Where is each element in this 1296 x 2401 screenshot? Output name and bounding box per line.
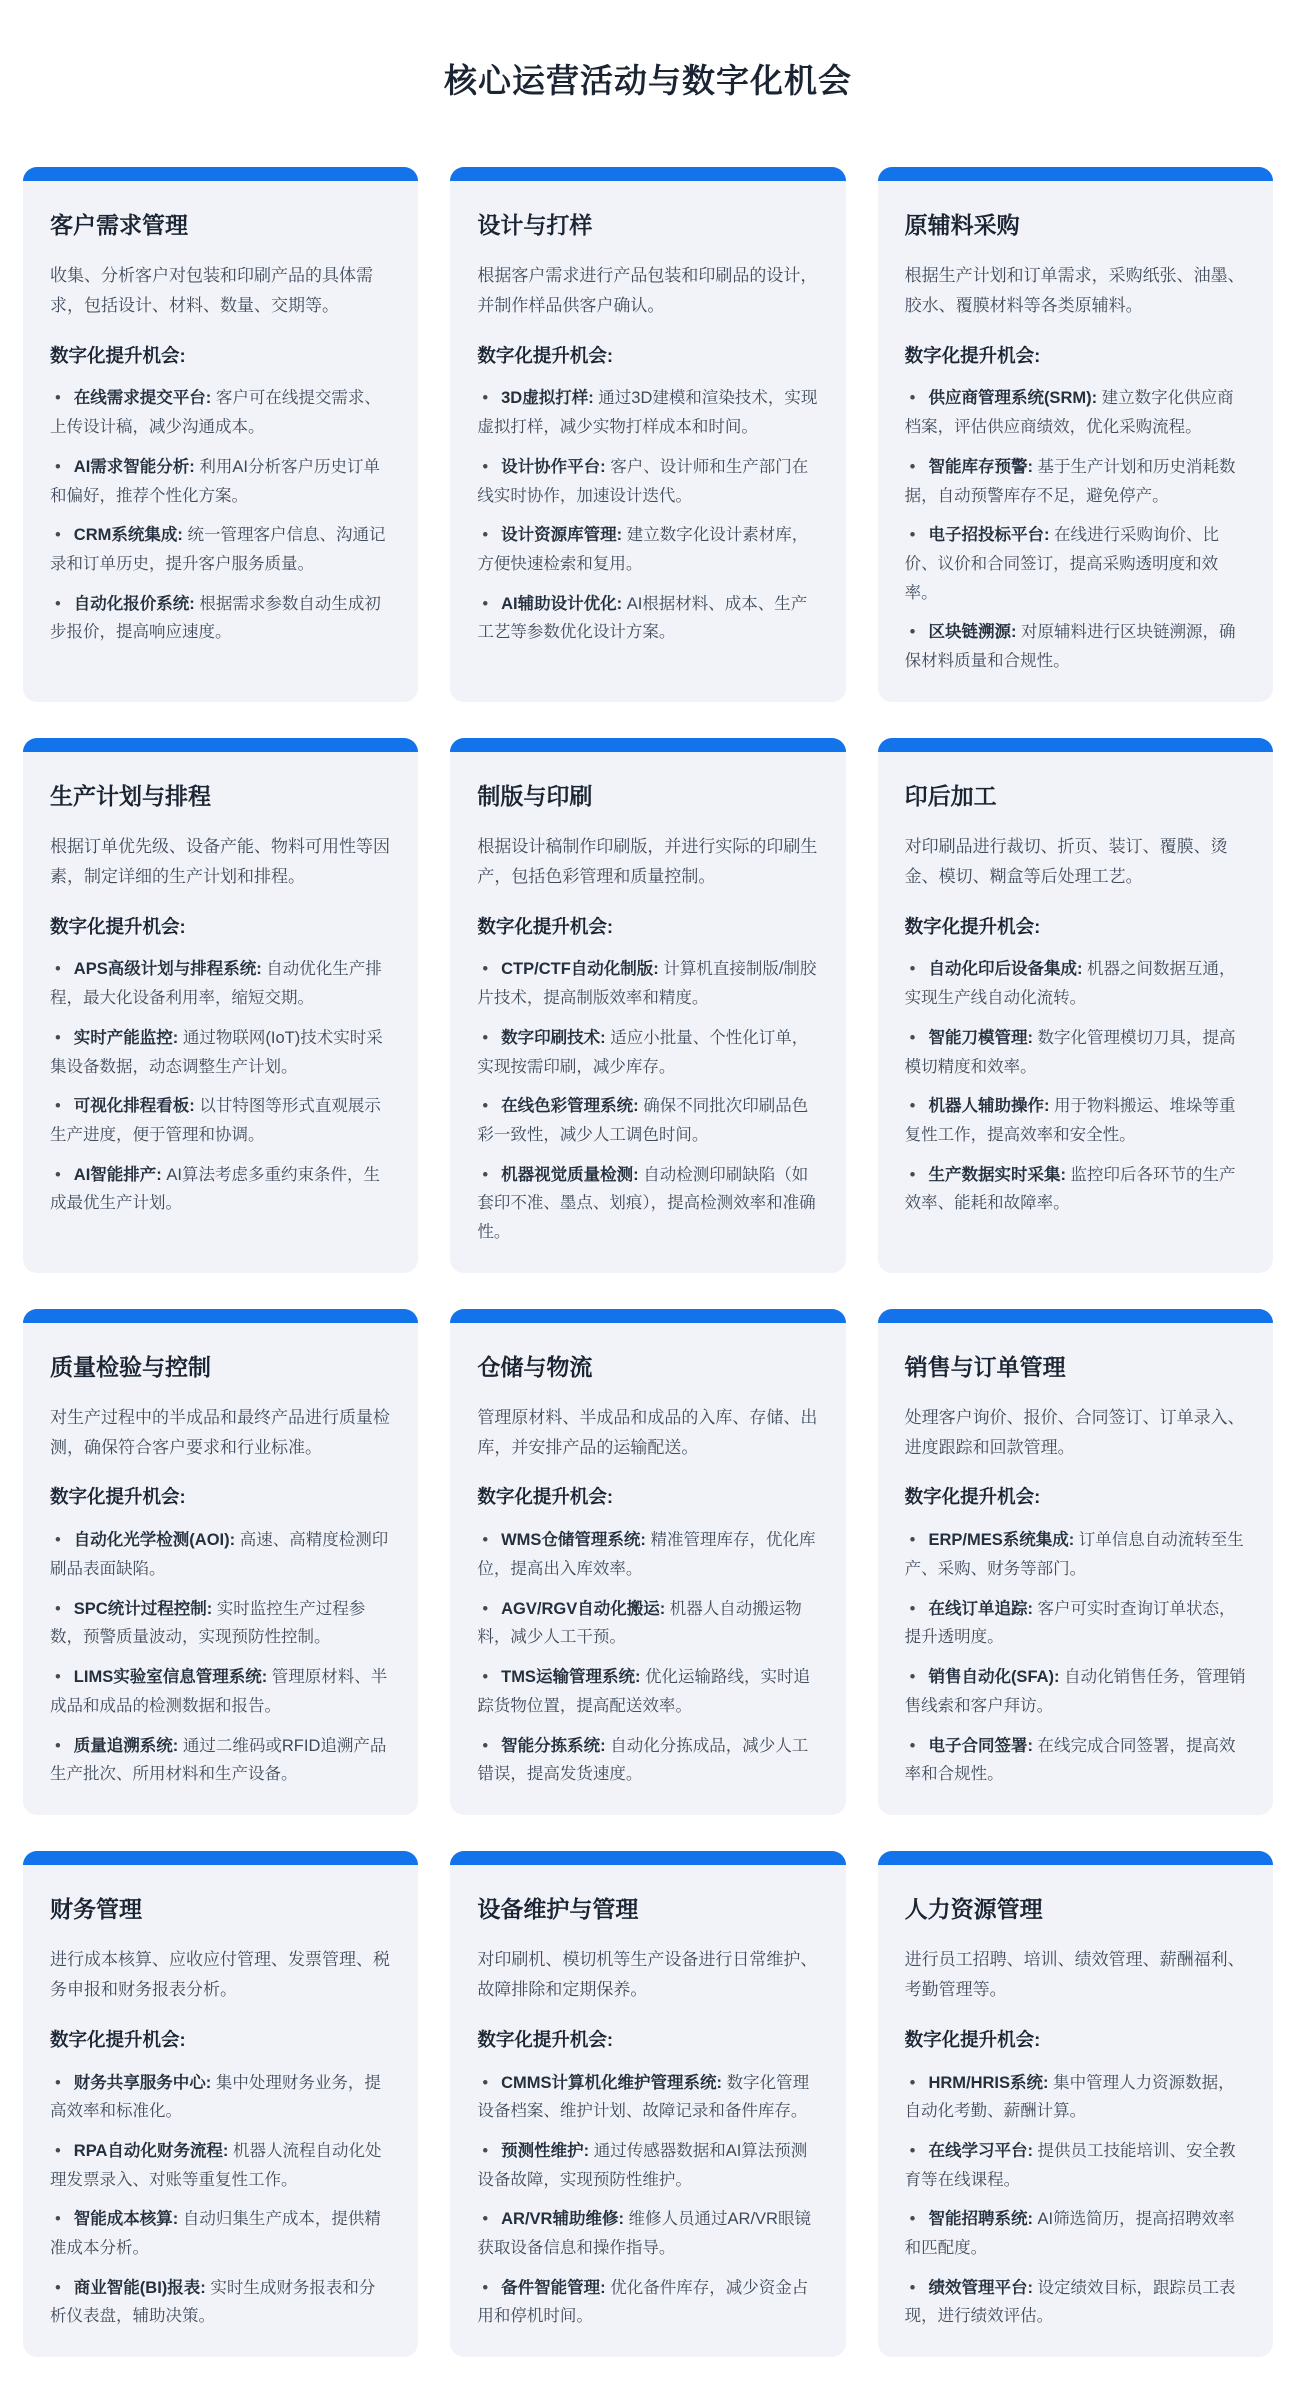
opportunity-item bbox=[50, 2205, 391, 2262]
opportunity-term: 智能分拣系统: bbox=[501, 1736, 606, 1755]
opportunity-item bbox=[905, 2274, 1246, 2331]
opportunity-item bbox=[905, 453, 1246, 510]
bullet-icon: • bbox=[909, 1165, 916, 1184]
opportunity-term: 3D虚拟打样: bbox=[501, 389, 594, 408]
opportunity-text: 机器之间数据互通，实现生产线自动化流转。 bbox=[904, 960, 1236, 1008]
bullet-icon: • bbox=[909, 457, 916, 476]
opportunity-term: 自动化印后设备集成: bbox=[928, 960, 1083, 979]
opportunity-text: 客户可实时查询订单状态，提升透明度。 bbox=[904, 1599, 1236, 1647]
card-accent-bar bbox=[878, 167, 1273, 181]
opportunities-heading: 数字化提升机会: bbox=[50, 915, 186, 937]
card-accent-bar bbox=[450, 738, 845, 752]
card-title: 印后加工 bbox=[904, 782, 997, 809]
opportunity-text: 通过传感器数据和AI算法预测设备故障，实现预防性维护。 bbox=[477, 2141, 808, 2189]
opportunities-heading: 数字化提升机会: bbox=[50, 2028, 186, 2050]
card-body bbox=[450, 1865, 845, 2357]
opportunities-heading: 数字化提升机会: bbox=[904, 1486, 1041, 1508]
opportunity-text: 自动化销售任务，管理销售线索和客户拜访。 bbox=[904, 1668, 1246, 1715]
card-body bbox=[878, 1865, 1273, 2357]
opportunities-heading: 数字化提升机会: bbox=[904, 2028, 1041, 2050]
opportunity-term: 电子招投标平台: bbox=[928, 526, 1050, 545]
bullet-icon: • bbox=[482, 1599, 489, 1618]
card-description: 根据设计稿制作印刷版，并进行实际的印刷生产，包括色彩管理和质量控制。 bbox=[477, 836, 818, 886]
card-description: 进行员工招聘、培训、绩效管理、薪酬福利、考勤管理等。 bbox=[904, 1949, 1245, 1999]
activity-card bbox=[878, 738, 1273, 1273]
bullet-icon: • bbox=[909, 2141, 916, 2160]
opportunity-list bbox=[905, 1526, 1246, 1789]
card-accent-bar bbox=[450, 1309, 845, 1323]
opportunity-list bbox=[477, 2069, 818, 2332]
opportunity-text: 提供员工技能培训、安全教育等在线课程。 bbox=[904, 2141, 1236, 2189]
opportunity-term: 智能成本核算: bbox=[73, 2210, 179, 2229]
activity-card bbox=[450, 1309, 845, 1815]
card-description: 根据客户需求进行产品包装和印刷品的设计，并制作样品供客户确认。 bbox=[477, 265, 818, 315]
opportunities-heading: 数字化提升机会: bbox=[477, 344, 613, 366]
bullet-icon: • bbox=[482, 389, 489, 408]
bullet-icon: • bbox=[909, 526, 916, 545]
opportunity-term: CRM系统集成: bbox=[73, 526, 183, 545]
activity-card bbox=[450, 167, 845, 702]
card-body bbox=[23, 1865, 418, 2357]
opportunity-item bbox=[905, 1526, 1246, 1583]
opportunity-item bbox=[50, 2274, 391, 2331]
opportunity-term: 财务共享服务中心: bbox=[73, 2073, 212, 2092]
opportunity-item bbox=[50, 1024, 391, 1081]
opportunity-item bbox=[477, 2274, 818, 2331]
opportunity-list bbox=[50, 384, 391, 647]
card-title: 人力资源管理 bbox=[904, 1895, 1043, 1922]
opportunity-term: 绩效管理平台: bbox=[928, 2278, 1033, 2297]
bullet-icon: • bbox=[482, 2278, 489, 2297]
opportunities-heading: 数字化提升机会: bbox=[477, 2028, 613, 2050]
opportunity-item bbox=[905, 384, 1246, 441]
opportunity-item bbox=[477, 1663, 818, 1720]
opportunity-text: 监控印后各环节的生产效率、能耗和故障率。 bbox=[904, 1165, 1236, 1213]
bullet-icon: • bbox=[482, 2210, 489, 2229]
opportunity-item bbox=[905, 1663, 1246, 1720]
card-title: 财务管理 bbox=[50, 1895, 142, 1922]
opportunity-item bbox=[50, 1526, 391, 1583]
opportunity-text: 在线完成合同签署，提高效率和合规性。 bbox=[904, 1736, 1236, 1784]
opportunity-list bbox=[905, 384, 1246, 675]
opportunity-text: 利用AI分析客户历史订单和偏好，推荐个性化方案。 bbox=[50, 457, 380, 505]
card-accent-bar bbox=[878, 1851, 1273, 1865]
opportunity-term: 智能招聘系统: bbox=[928, 2210, 1033, 2229]
opportunity-item bbox=[477, 1732, 818, 1789]
opportunity-list bbox=[50, 955, 391, 1218]
opportunity-text: 根据需求参数自动生成初步报价，提高响应速度。 bbox=[50, 594, 381, 642]
page-title: 核心运营活动与数字化机会 bbox=[444, 62, 852, 99]
bullet-icon: • bbox=[55, 1668, 61, 1687]
opportunity-term: RPA自动化财务流程: bbox=[73, 2141, 229, 2160]
opportunity-text: 实时生成财务报表和分析仪表盘，辅助决策。 bbox=[50, 2278, 376, 2326]
opportunity-term: 智能库存预警: bbox=[928, 457, 1033, 476]
bullet-icon: • bbox=[482, 1097, 489, 1116]
opportunity-term: AI智能排产: bbox=[73, 1165, 162, 1184]
activity-card bbox=[23, 738, 418, 1273]
opportunity-text: 实时监控生产过程参数，预警质量波动，实现预防性控制。 bbox=[50, 1599, 366, 1647]
opportunity-text: 通过二维码或RFID追溯产品生产批次、所用材料和生产设备。 bbox=[50, 1736, 387, 1784]
opportunity-text: 用于物料搬运、堆垛等重复性工作，提高效率和安全性。 bbox=[904, 1097, 1236, 1144]
opportunities-heading: 数字化提升机会: bbox=[50, 1486, 186, 1508]
opportunity-text: 客户可在线提交需求、上传设计稿，减少沟通成本。 bbox=[50, 389, 381, 437]
opportunity-item bbox=[50, 955, 391, 1012]
opportunity-term: 商业智能(BI)报表: bbox=[73, 2278, 206, 2297]
opportunity-text: 优化备件库存，减少资金占用和停机时间。 bbox=[477, 2278, 809, 2326]
opportunity-term: 备件智能管理: bbox=[501, 2278, 606, 2297]
opportunity-term: 区块链溯源: bbox=[928, 623, 1017, 642]
opportunities-heading: 数字化提升机会: bbox=[477, 1486, 613, 1508]
opportunity-text: 集中处理财务业务，提高效率和标准化。 bbox=[50, 2073, 381, 2121]
opportunity-text: AI根据材料、成本、生产工艺等参数优化设计方案。 bbox=[477, 594, 808, 642]
bullet-icon: • bbox=[909, 1668, 916, 1687]
opportunity-item bbox=[905, 2137, 1246, 2194]
opportunity-text: 高速、高精度检测印刷品表面缺陷。 bbox=[50, 1531, 389, 1579]
opportunity-term: AR/VR辅助维修: bbox=[501, 2210, 624, 2229]
opportunity-text: 以甘特图等形式直观展示生产进度，便于管理和协调。 bbox=[50, 1097, 381, 1144]
bullet-icon: • bbox=[55, 1165, 61, 1184]
opportunity-text: 数字化管理设备档案、维护计划、故障记录和备件库存。 bbox=[477, 2073, 810, 2121]
opportunity-term: TMS运输管理系统: bbox=[501, 1668, 641, 1687]
card-title: 仓储与物流 bbox=[477, 1353, 593, 1380]
opportunity-text: 建立数字化设计素材库，方便快速检索和复用。 bbox=[477, 526, 809, 573]
bullet-icon: • bbox=[909, 1028, 916, 1047]
opportunity-item bbox=[905, 1732, 1246, 1789]
opportunity-list bbox=[50, 2069, 391, 2332]
opportunity-term: WMS仓储管理系统: bbox=[501, 1531, 646, 1550]
card-body bbox=[450, 752, 845, 1273]
opportunity-text: 自动归集生产成本，提供精准成本分析。 bbox=[50, 2210, 381, 2258]
opportunity-text: 计算机直接制版/制胶片技术，提高制版效率和精度。 bbox=[477, 960, 817, 1008]
opportunity-term: ERP/MES系统集成: bbox=[928, 1531, 1075, 1550]
opportunity-list bbox=[477, 955, 818, 1246]
opportunity-item bbox=[905, 1024, 1246, 1081]
opportunities-heading: 数字化提升机会: bbox=[904, 915, 1041, 937]
opportunity-term: 生产数据实时采集: bbox=[928, 1165, 1066, 1184]
opportunity-item bbox=[477, 955, 818, 1012]
opportunity-text: 自动化分拣成品，减少人工错误，提高发货速度。 bbox=[477, 1736, 809, 1784]
activity-card bbox=[23, 1851, 418, 2357]
opportunity-text: 通过3D建模和渲染技术，实现虚拟打样，减少实物打样成本和时间。 bbox=[477, 389, 818, 437]
opportunity-item bbox=[905, 955, 1246, 1012]
card-title: 设计与打样 bbox=[477, 211, 593, 238]
card-accent-bar bbox=[450, 167, 845, 181]
bullet-icon: • bbox=[909, 389, 916, 408]
card-description: 进行成本核算、应收应付管理、发票管理、税务申报和财务报表分析。 bbox=[50, 1949, 390, 1999]
opportunity-term: AGV/RGV自动化搬运: bbox=[501, 1599, 666, 1618]
opportunity-text: 精准管理库存，优化库位，提高出入库效率。 bbox=[477, 1531, 816, 1579]
opportunity-item bbox=[477, 521, 818, 578]
opportunity-text: 设定绩效目标，跟踪员工表现，进行绩效评估。 bbox=[904, 2278, 1236, 2326]
card-body bbox=[23, 752, 418, 1244]
opportunity-item bbox=[477, 1024, 818, 1081]
activity-card bbox=[450, 1851, 845, 2357]
opportunity-term: 自动化光学检测(AOI): bbox=[73, 1531, 236, 1550]
opportunity-term: 在线需求提交平台: bbox=[73, 389, 212, 408]
bullet-icon: • bbox=[482, 1165, 489, 1184]
opportunity-term: 智能刀模管理: bbox=[928, 1028, 1033, 1047]
card-body bbox=[23, 181, 418, 673]
bullet-icon: • bbox=[55, 2073, 61, 2092]
opportunity-item bbox=[477, 384, 818, 441]
opportunity-term: LIMS实验室信息管理系统: bbox=[73, 1668, 268, 1687]
opportunity-list bbox=[905, 2069, 1246, 2332]
opportunity-item bbox=[477, 2137, 818, 2194]
opportunity-term: AI需求智能分析: bbox=[73, 457, 195, 476]
card-body bbox=[450, 181, 845, 673]
card-title: 设备维护与管理 bbox=[477, 1895, 639, 1922]
opportunity-item bbox=[477, 1161, 818, 1247]
activity-card bbox=[878, 1851, 1273, 2357]
bullet-icon: • bbox=[909, 1736, 916, 1755]
bullet-icon: • bbox=[55, 2210, 61, 2229]
card-title: 原辅料采购 bbox=[904, 211, 1020, 238]
bullet-icon: • bbox=[909, 960, 916, 979]
opportunity-text: 机器人自动搬运物料，减少人工干预。 bbox=[477, 1599, 802, 1647]
bullet-icon: • bbox=[482, 960, 489, 979]
opportunity-term: 机器视觉质量检测: bbox=[501, 1165, 639, 1184]
opportunity-term: 实时产能监控: bbox=[73, 1028, 179, 1047]
opportunity-term: 可视化排程看板: bbox=[73, 1097, 195, 1116]
opportunity-text: 统一管理客户信息、沟通记录和订单历史，提升客户服务质量。 bbox=[50, 526, 386, 573]
card-title: 质量检验与控制 bbox=[50, 1353, 211, 1380]
card-body bbox=[878, 1323, 1273, 1815]
bullet-icon: • bbox=[55, 526, 61, 545]
opportunity-item bbox=[50, 2069, 391, 2126]
opportunity-text: 自动检测印刷缺陷（如套印不准、墨点、划痕），提高检测效率和准确性。 bbox=[477, 1165, 816, 1242]
opportunity-text: 数字化管理模切刀具，提高模切精度和效率。 bbox=[904, 1028, 1236, 1076]
opportunity-term: 销售自动化(SFA): bbox=[928, 1668, 1060, 1687]
opportunities-heading: 数字化提升机会: bbox=[477, 915, 613, 937]
opportunity-item bbox=[905, 2205, 1246, 2262]
card-description: 对生产过程中的半成品和最终产品进行质量检测，确保符合客户要求和行业标准。 bbox=[50, 1407, 390, 1457]
opportunity-item bbox=[50, 453, 391, 510]
bullet-icon: • bbox=[55, 1097, 61, 1116]
bullet-icon: • bbox=[909, 1097, 916, 1116]
bullet-icon: • bbox=[55, 960, 61, 979]
opportunity-term: AI辅助设计优化: bbox=[501, 594, 623, 613]
opportunity-term: 自动化报价系统: bbox=[73, 594, 195, 613]
card-title: 制版与印刷 bbox=[477, 782, 593, 809]
opportunity-text: 集中管理人力资源数据，自动化考勤、薪酬计算。 bbox=[904, 2073, 1235, 2121]
opportunities-heading: 数字化提升机会: bbox=[904, 344, 1041, 366]
bullet-icon: • bbox=[55, 2278, 61, 2297]
card-description: 根据订单优先级、设备产能、物料可用性等因素，制定详细的生产计划和排程。 bbox=[50, 836, 390, 886]
bullet-icon: • bbox=[482, 526, 489, 545]
bullet-icon: • bbox=[55, 1599, 61, 1618]
bullet-icon: • bbox=[482, 1668, 489, 1687]
bullet-icon: • bbox=[55, 1531, 61, 1550]
activity-card bbox=[878, 167, 1273, 702]
bullet-icon: • bbox=[909, 2210, 916, 2229]
opportunity-text: 建立数字化供应商档案，评估供应商绩效，优化采购流程。 bbox=[904, 389, 1234, 437]
bullet-icon: • bbox=[482, 2073, 489, 2092]
opportunity-text: 基于生产计划和历史消耗数据，自动预警库存不足，避免停产。 bbox=[904, 457, 1236, 505]
opportunity-item bbox=[905, 1092, 1246, 1149]
opportunity-term: 在线学习平台: bbox=[928, 2141, 1033, 2160]
bullet-icon: • bbox=[55, 389, 61, 408]
opportunity-item bbox=[905, 521, 1246, 607]
opportunity-list bbox=[477, 1526, 818, 1789]
bullet-icon: • bbox=[909, 623, 916, 642]
bullet-icon: • bbox=[55, 457, 61, 476]
card-accent-bar bbox=[23, 738, 418, 752]
bullet-icon: • bbox=[55, 1028, 61, 1047]
opportunity-term: 设计资源库管理: bbox=[501, 526, 623, 545]
opportunity-term: 质量追溯系统: bbox=[73, 1736, 179, 1755]
card-description: 对印刷品进行裁切、折页、装订、覆膜、烫金、模切、糊盒等后处理工艺。 bbox=[904, 836, 1228, 886]
card-description: 管理原材料、半成品和成品的入库、存储、出库，并安排产品的运输配送。 bbox=[477, 1407, 818, 1457]
opportunity-list bbox=[50, 1526, 391, 1789]
card-title: 客户需求管理 bbox=[50, 211, 188, 238]
bullet-icon: • bbox=[909, 1531, 916, 1550]
opportunity-item bbox=[905, 1161, 1246, 1218]
opportunity-item bbox=[905, 618, 1246, 675]
opportunity-term: CTP/CTF自动化制版: bbox=[501, 960, 659, 979]
opportunity-list bbox=[905, 955, 1246, 1218]
bullet-icon: • bbox=[909, 2278, 916, 2297]
opportunity-term: 电子合同签署: bbox=[928, 1736, 1033, 1755]
activity-card bbox=[450, 738, 845, 1273]
opportunity-term: HRM/HRIS系统: bbox=[928, 2073, 1049, 2092]
opportunity-item bbox=[50, 521, 391, 578]
opportunity-item bbox=[477, 2069, 818, 2126]
card-title: 生产计划与排程 bbox=[50, 782, 211, 809]
card-body bbox=[878, 752, 1273, 1244]
opportunity-term: CMMS计算机化维护管理系统: bbox=[501, 2073, 723, 2092]
bullet-icon: • bbox=[909, 1599, 916, 1618]
bullet-icon: • bbox=[482, 2141, 489, 2160]
bullet-icon: • bbox=[482, 1531, 489, 1550]
opportunity-item bbox=[477, 590, 818, 647]
card-accent-bar bbox=[878, 1309, 1273, 1323]
opportunity-text: 确保不同批次印刷品色彩一致性，减少人工调色时间。 bbox=[477, 1097, 809, 1144]
opportunity-term: APS高级计划与排程系统: bbox=[73, 960, 262, 979]
opportunity-item bbox=[477, 2205, 818, 2262]
bullet-icon: • bbox=[909, 2073, 916, 2092]
bullet-icon: • bbox=[482, 594, 489, 613]
bullet-icon: • bbox=[55, 594, 61, 613]
card-accent-bar bbox=[23, 1851, 418, 1865]
bullet-icon: • bbox=[482, 457, 489, 476]
card-description: 对印刷机、模切机等生产设备进行日常维护、故障排除和定期保养。 bbox=[477, 1949, 818, 1999]
opportunity-item bbox=[50, 590, 391, 647]
opportunity-text: 适应小批量、个性化订单，实现按需印刷，减少库存。 bbox=[477, 1028, 809, 1076]
opportunity-item bbox=[905, 2069, 1246, 2126]
opportunity-item bbox=[50, 1732, 391, 1789]
opportunity-term: 机器人辅助操作: bbox=[928, 1097, 1050, 1116]
opportunity-text: AI筛选简历，提高招聘效率和匹配度。 bbox=[904, 2210, 1235, 2258]
activity-card bbox=[878, 1309, 1273, 1815]
opportunity-item bbox=[50, 1595, 391, 1652]
opportunity-text: 维修人员通过AR/VR眼镜获取设备信息和操作指导。 bbox=[477, 2210, 811, 2258]
card-title: 销售与订单管理 bbox=[904, 1353, 1066, 1380]
opportunity-item bbox=[477, 453, 818, 510]
opportunity-text: 订单信息自动流转至生产、采购、财务等部门。 bbox=[904, 1531, 1244, 1579]
card-description: 处理客户询价、报价、合同签订、订单录入、进度跟踪和回款管理。 bbox=[904, 1407, 1245, 1457]
opportunity-item bbox=[50, 1161, 391, 1218]
bullet-icon: • bbox=[482, 1028, 489, 1047]
card-body bbox=[878, 181, 1273, 702]
opportunity-text: 管理原材料、半成品和成品的检测数据和报告。 bbox=[50, 1668, 388, 1715]
opportunity-term: 预测性维护: bbox=[501, 2141, 590, 2160]
activity-card bbox=[23, 167, 418, 702]
opportunity-item bbox=[905, 1595, 1246, 1652]
opportunity-item bbox=[477, 1595, 818, 1652]
opportunity-item bbox=[50, 2137, 391, 2194]
opportunity-item bbox=[50, 1663, 391, 1720]
opportunity-text: 对原辅料进行区块链溯源，确保材料质量和合规性。 bbox=[904, 623, 1236, 671]
card-description: 根据生产计划和订单需求，采购纸张、油墨、胶水、覆膜材料等各类原辅料。 bbox=[904, 265, 1245, 315]
opportunity-text: AI算法考虑多重约束条件，生成最优生产计划。 bbox=[50, 1165, 380, 1213]
card-body bbox=[23, 1323, 418, 1815]
card-body bbox=[450, 1323, 845, 1815]
card-accent-bar bbox=[450, 1851, 845, 1865]
opportunity-term: 供应商管理系统(SRM): bbox=[928, 389, 1098, 408]
opportunity-list bbox=[477, 384, 818, 647]
bullet-icon: • bbox=[482, 1736, 489, 1755]
opportunity-item bbox=[50, 384, 391, 441]
opportunity-text: 自动优化生产排程，最大化设备利用率，缩短交期。 bbox=[50, 960, 382, 1008]
bullet-icon: • bbox=[55, 1736, 61, 1755]
bullet-icon: • bbox=[55, 2141, 61, 2160]
opportunity-item bbox=[477, 1092, 818, 1149]
opportunity-item bbox=[50, 1092, 391, 1149]
card-description: 收集、分析客户对包装和印刷产品的具体需求，包括设计、材料、数量、交期等。 bbox=[50, 265, 373, 315]
card-accent-bar bbox=[878, 738, 1273, 752]
cards-grid bbox=[23, 167, 1273, 2357]
opportunity-text: 通过物联网(IoT)技术实时采集设备数据，动态调整生产计划。 bbox=[50, 1028, 383, 1076]
card-accent-bar bbox=[23, 1309, 418, 1323]
opportunity-term: 在线订单追踪: bbox=[928, 1599, 1033, 1618]
opportunity-text: 优化运输路线，实时追踪货物位置，提高配送效率。 bbox=[477, 1668, 811, 1715]
activity-card bbox=[23, 1309, 418, 1815]
opportunity-term: 在线色彩管理系统: bbox=[501, 1097, 639, 1116]
opportunity-term: 数字印刷技术: bbox=[501, 1028, 606, 1047]
opportunities-heading: 数字化提升机会: bbox=[50, 344, 186, 366]
opportunity-item bbox=[477, 1526, 818, 1583]
opportunity-term: 设计协作平台: bbox=[501, 457, 606, 476]
card-accent-bar bbox=[23, 167, 418, 181]
opportunity-text: 机器人流程自动化处理发票录入、对账等重复性工作。 bbox=[50, 2141, 382, 2189]
opportunity-text: 在线进行采购询价、比价、议价和合同签订，提高采购透明度和效率。 bbox=[904, 526, 1220, 602]
opportunity-text: 客户、设计师和生产部门在线实时协作，加速设计迭代。 bbox=[477, 457, 809, 505]
opportunity-term: SPC统计过程控制: bbox=[73, 1599, 213, 1618]
